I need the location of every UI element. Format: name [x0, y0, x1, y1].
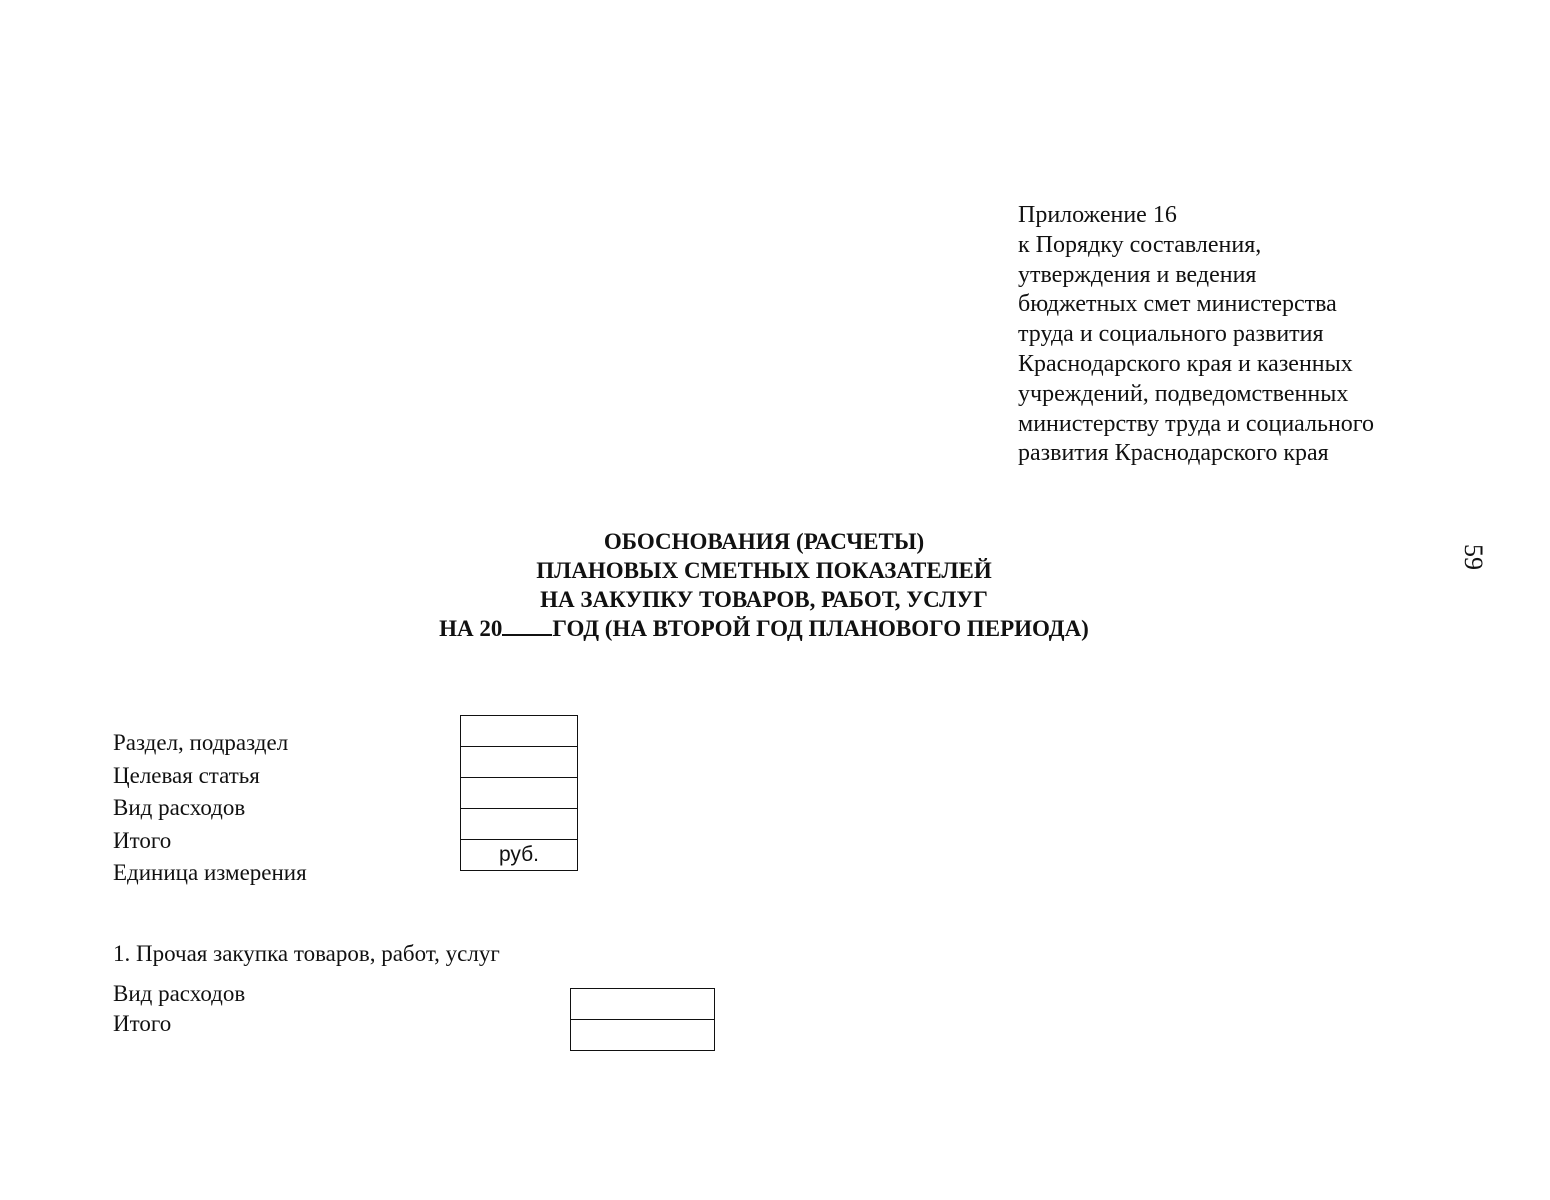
label-total-2: Итого	[113, 1011, 172, 1036]
cell-target-article[interactable]	[461, 747, 577, 778]
appendix-line: бюджетных смет министерства	[1018, 291, 1337, 318]
label-target-article: Целевая статья	[113, 762, 260, 788]
page-number: 59	[1459, 544, 1488, 570]
label-section: Раздел, подраздел	[113, 730, 289, 755]
appendix-line: развития Краснодарского края	[1018, 440, 1329, 467]
appendix-line: к Порядку составления,	[1018, 231, 1262, 258]
title-line-2: ПЛАНОВЫХ СМЕТНЫХ ПОКАЗАТЕЛЕЙ	[536, 558, 992, 583]
cell-expense-type[interactable]	[461, 778, 577, 809]
codes-labels	[113, 727, 307, 890]
title-year-suffix: ГОД (НА ВТОРОЙ ГОД ПЛАНОВОГО ПЕРИОДА)	[552, 616, 1089, 641]
section-1-heading: 1. Прочая закупка товаров, работ, услуг	[113, 941, 500, 966]
cell-unit[interactable]: руб.	[498, 843, 540, 866]
appendix-line: министерству труда и социального	[1018, 410, 1375, 437]
title-year-prefix: НА 20	[439, 616, 503, 641]
label-unit: Единица измерения	[113, 860, 307, 885]
cell-section[interactable]	[461, 716, 577, 747]
appendix-line: учреждений, подведомственных	[1018, 380, 1349, 407]
appendix-line: Краснодарского края и казенных	[1018, 350, 1353, 377]
title-line-3: НА ЗАКУПКУ ТОВАРОВ, РАБОТ, УСЛУГ	[540, 587, 988, 612]
cell-total[interactable]	[461, 809, 577, 840]
title-line-4	[264, 614, 1264, 643]
label-expense-type-2: Вид расходов	[113, 981, 246, 1006]
label-expense-type: Вид расходов	[113, 795, 246, 820]
appendix-line: труда и социального развития	[1018, 321, 1324, 348]
document-title	[264, 527, 1264, 643]
cell-expense-type-2[interactable]	[571, 989, 714, 1020]
appendix-line: утверждения и ведения	[1018, 261, 1257, 288]
title-line-1: ОБОСНОВАНИЯ (РАСЧЕТЫ)	[603, 529, 925, 554]
cell-total-2[interactable]	[571, 1020, 714, 1050]
codes-box	[460, 715, 578, 871]
year-blank[interactable]	[502, 616, 552, 636]
section-1-labels	[113, 979, 245, 1039]
appendix-note	[1018, 201, 1374, 469]
appendix-line: Приложение 16	[1018, 202, 1177, 228]
section-1-box	[570, 988, 715, 1051]
label-total: Итого	[113, 827, 172, 853]
